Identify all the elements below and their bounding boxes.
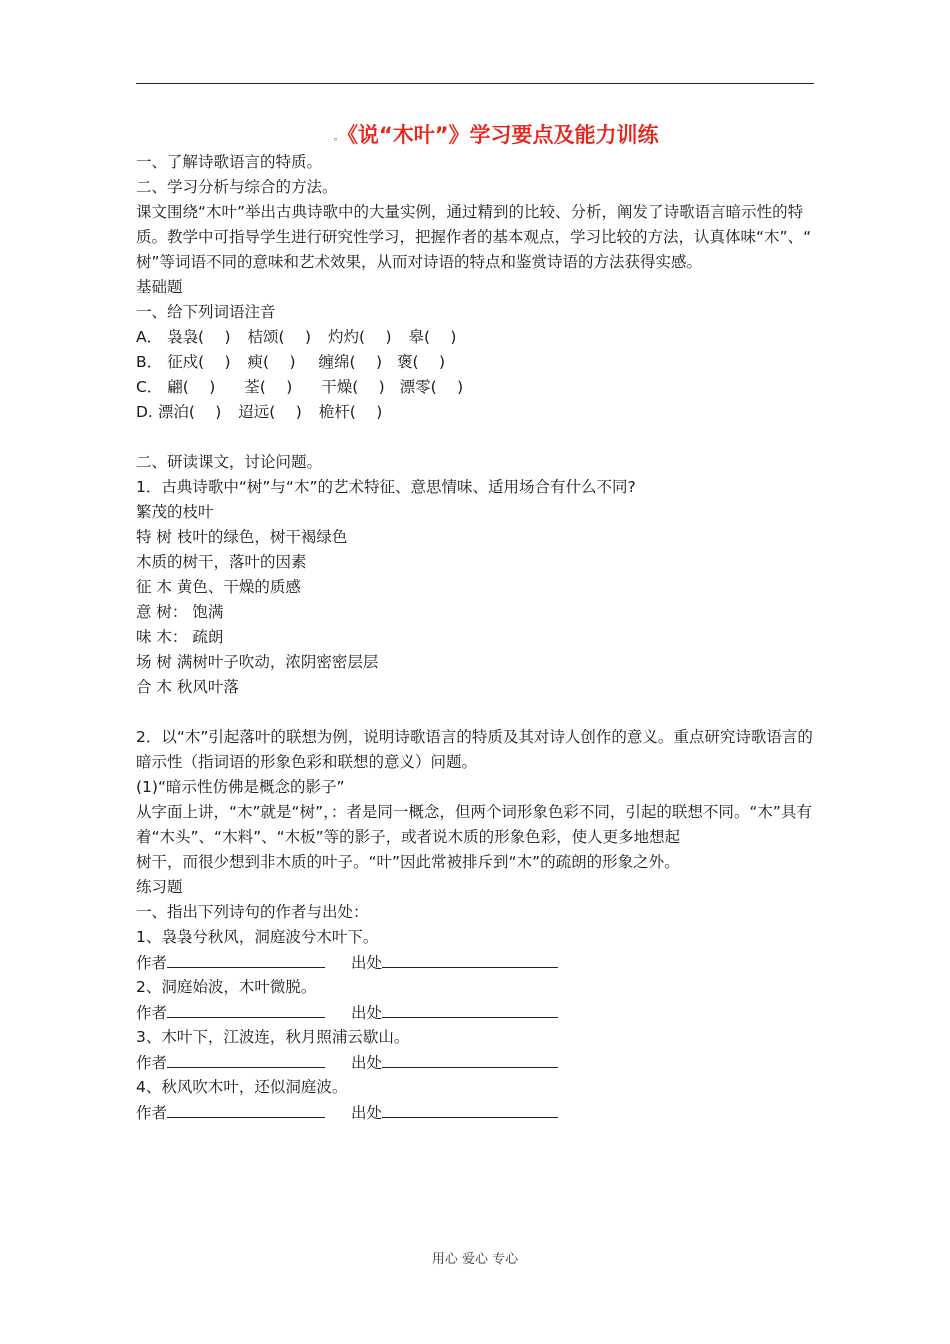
title-prefix: 。 bbox=[333, 131, 344, 143]
option-label: D. bbox=[136, 403, 153, 421]
pinyin-row bbox=[136, 375, 816, 400]
question-text: 暗示性（指词语的形象色彩和联想的意义）问题。 bbox=[136, 753, 478, 771]
spacer bbox=[136, 425, 816, 450]
pinyin-item: 迢远( ) bbox=[238, 403, 302, 421]
pinyin-item: 干燥( ) bbox=[321, 378, 385, 396]
intro-line: 一、了解诗歌语言的特质。 bbox=[136, 153, 323, 171]
intro-line: 二、学习分析与综合的方法。 bbox=[136, 178, 338, 196]
source-blank[interactable] bbox=[382, 1100, 558, 1118]
compare-line: 意 树： 饱满 bbox=[136, 603, 224, 621]
option-label: C． bbox=[136, 378, 163, 396]
answer-row bbox=[136, 1000, 816, 1025]
question-heading: 一、指出下列诗句的作者与出处： bbox=[136, 903, 369, 921]
pinyin-item: 翩( ) bbox=[167, 378, 216, 396]
poem-line: 4、秋风吹木叶，还似洞庭波。 bbox=[136, 1078, 348, 1096]
answer-row bbox=[136, 950, 816, 975]
explanation-paragraph: 从字面上讲，“木”就是“树”，：者是同一概念，但两个词形象色彩不同，引起的联想不同。“木”具有着“木头”、“木料”、“木板”等的影子，或者说木质的形象色彩，使人更多地想起 bbox=[136, 803, 812, 846]
intro-line: 树”等词语不同的意味和艺术效果，从而对诗语的特点和鉴赏诗语的方法获得实感。 bbox=[136, 253, 703, 271]
question-heading: 一、给下列词语注音 bbox=[136, 303, 276, 321]
question-text: 1．古典诗歌中“树”与“木”的艺术特征、意思情味、适用场合有什么不同? bbox=[136, 478, 636, 496]
source-label: 出处 bbox=[351, 1104, 383, 1122]
question-heading: 二、研读课文，讨论问题。 bbox=[136, 453, 323, 471]
pinyin-item: 漂零( ) bbox=[399, 378, 464, 396]
question-text: 2．以“木”引起落叶的联想为例，说明诗歌语言的特质及其对诗人创作的意义。重点研究诗歌语言的 bbox=[136, 728, 813, 746]
poem-line: 1、袅袅兮秋风，洞庭波兮木叶下。 bbox=[136, 928, 379, 946]
document-body bbox=[136, 120, 816, 1125]
author-blank[interactable] bbox=[167, 950, 325, 968]
source-label: 出处 bbox=[351, 954, 383, 972]
poem-line: 2、洞庭始波，木叶微脱。 bbox=[136, 978, 317, 996]
page-footer: 用心 爱心 专心 bbox=[431, 1252, 519, 1267]
header-rule bbox=[136, 83, 814, 84]
author-blank[interactable] bbox=[167, 1000, 325, 1018]
compare-line: 繁茂的枝叶 bbox=[136, 503, 214, 521]
author-label: 作者 bbox=[136, 1054, 168, 1072]
author-blank[interactable] bbox=[167, 1050, 325, 1068]
answer-row bbox=[136, 1100, 816, 1125]
pinyin-item: 褒( ) bbox=[396, 353, 446, 371]
compare-line: 场 树 满树叶子吹动，浓阴密密层层 bbox=[136, 653, 379, 671]
author-blank[interactable] bbox=[167, 1100, 325, 1118]
section-heading-basic: 基础题 bbox=[136, 278, 183, 296]
source-label: 出处 bbox=[351, 1054, 383, 1072]
sub-question: (1)“暗示性仿佛是概念的影子” bbox=[136, 778, 345, 796]
poem-line: 3、木叶下，江波连，秋月照浦云歇山。 bbox=[136, 1028, 410, 1046]
pinyin-row bbox=[136, 325, 816, 350]
source-blank[interactable] bbox=[382, 950, 558, 968]
page-title: 《说“木叶”》学习要点及能力训练 bbox=[347, 123, 659, 147]
author-label: 作者 bbox=[136, 1004, 168, 1022]
explanation-line: 树干，而很少想到非木质的叶子。“叶”因此常被排斥到“木”的疏朗的形象之外。 bbox=[136, 853, 680, 871]
source-label: 出处 bbox=[351, 1004, 383, 1022]
pinyin-row bbox=[136, 350, 816, 375]
spacer bbox=[136, 700, 816, 725]
pinyin-item: 漂泊( ) bbox=[157, 403, 222, 421]
pinyin-item: 荃( ) bbox=[244, 378, 293, 396]
pinyin-item: 征戍( ) bbox=[167, 353, 231, 371]
source-blank[interactable] bbox=[382, 1050, 558, 1068]
pinyin-item: 瘐( ) bbox=[247, 353, 296, 371]
source-blank[interactable] bbox=[382, 1000, 558, 1018]
compare-line: 特 树 枝叶的绿色，树干褐绿色 bbox=[136, 528, 348, 546]
pinyin-item: 灼灼( ) bbox=[327, 328, 392, 346]
intro-line: 质。教学中可指导学生进行研究性学习，把握作者的基本观点，学习比较的方法，认真体味“木”、“ bbox=[136, 228, 812, 246]
pinyin-row bbox=[136, 400, 816, 425]
pinyin-item: 缠绵( ) bbox=[318, 353, 383, 371]
intro-line: 课文围绕“木叶”举出古典诗歌中的大量实例，通过精到的比较、分析，阐发了诗歌语言暗示性的特 bbox=[136, 203, 804, 221]
pinyin-item: 桔颂( ) bbox=[247, 328, 312, 346]
pinyin-item: 桅杆( ) bbox=[318, 403, 383, 421]
title-row bbox=[176, 120, 816, 150]
author-label: 作者 bbox=[136, 1104, 168, 1122]
answer-row bbox=[136, 1050, 816, 1075]
option-label: A． bbox=[136, 328, 163, 346]
compare-line: 合 木 秋风叶落 bbox=[136, 678, 239, 696]
compare-line: 味 木： 疏朗 bbox=[136, 628, 224, 646]
option-label: B． bbox=[136, 353, 163, 371]
compare-line: 木质的树干，落叶的因素 bbox=[136, 553, 307, 571]
author-label: 作者 bbox=[136, 954, 168, 972]
pinyin-item: 皋( ) bbox=[408, 328, 457, 346]
pinyin-item: 袅袅( ) bbox=[167, 328, 231, 346]
compare-line: 征 木 黄色、干燥的质感 bbox=[136, 578, 301, 596]
section-heading-practice: 练习题 bbox=[136, 878, 183, 896]
